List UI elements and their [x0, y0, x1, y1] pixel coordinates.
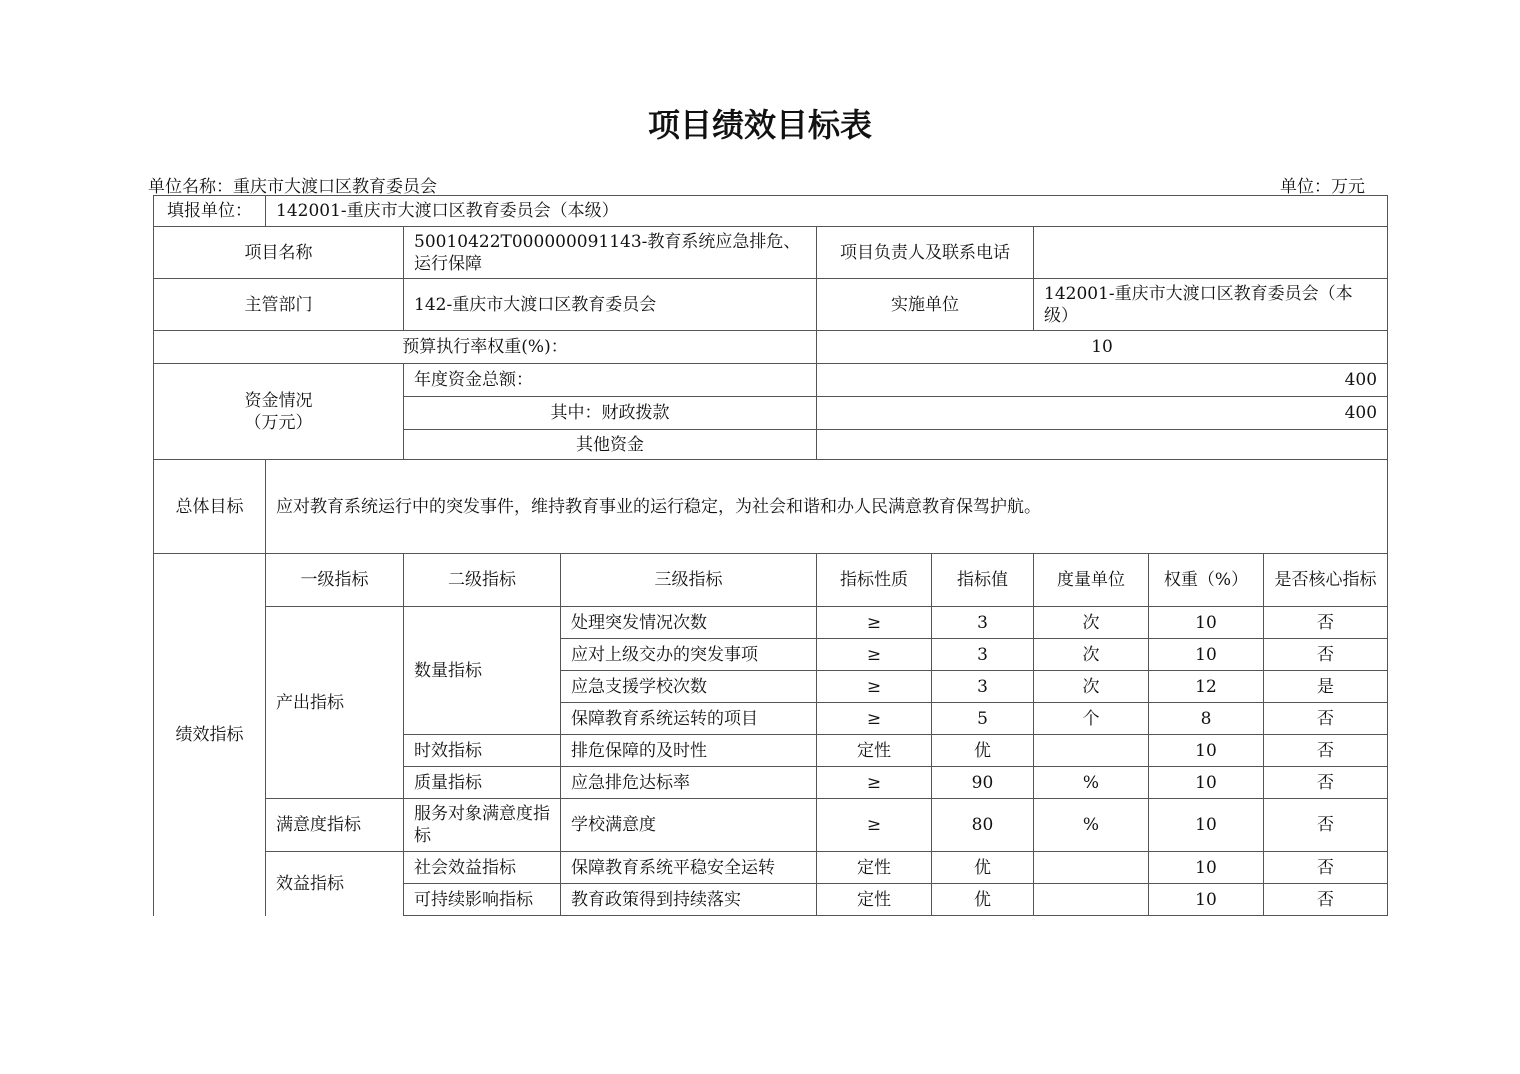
level2-social-benefit: 社会效益指标	[404, 852, 561, 884]
row-core: 否	[1264, 735, 1388, 767]
row-weight: 8	[1149, 703, 1264, 735]
other-label: 其他资金	[404, 430, 817, 460]
row-l3: 应急排危达标率	[561, 767, 817, 799]
currency-unit: 单位：万元	[1280, 177, 1365, 197]
row-weight: 10	[1149, 884, 1264, 916]
row-value: 90	[932, 767, 1034, 799]
project-row	[154, 227, 1388, 279]
row-l3: 保障教育系统平稳安全运转	[561, 852, 817, 884]
dept-row	[154, 279, 1388, 331]
perf-label: 绩效指标	[154, 554, 266, 916]
fiscal-value: 400	[817, 397, 1388, 430]
row-nature: 定性	[817, 852, 932, 884]
impl-value: 142001-重庆市大渡口区教育委员会（本级）	[1034, 279, 1388, 331]
goal-value: 应对教育系统运行中的突发事件，维持教育事业的运行稳定，为社会和谐和办人民满意教育保驾护航。	[266, 460, 1388, 554]
indicator-header-row	[154, 554, 1388, 607]
other-value	[817, 430, 1388, 460]
performance-table	[153, 195, 1388, 916]
project-name-label: 项目名称	[154, 227, 404, 279]
fiscal-label: 其中：财政拨款	[404, 397, 817, 430]
row-nature: ≥	[817, 799, 932, 852]
row-l3: 排危保障的及时性	[561, 735, 817, 767]
budget-rate-label: 预算执行率权重(%)：	[154, 331, 817, 364]
level2-timeliness: 时效指标	[404, 735, 561, 767]
page-title: 项目绩效目标表	[647, 106, 872, 144]
row-value: 3	[932, 607, 1034, 639]
row-l3: 处理突发情况次数	[561, 607, 817, 639]
row-weight: 10	[1149, 852, 1264, 884]
goal-label: 总体目标	[154, 460, 266, 554]
row-nature: ≥	[817, 639, 932, 671]
row-l3: 应急支援学校次数	[561, 671, 817, 703]
row-nature: ≥	[817, 703, 932, 735]
row-value: 优	[932, 884, 1034, 916]
budget-rate-value: 10	[817, 331, 1388, 364]
unit-name: 单位名称：重庆市大渡口区教育委员会	[148, 177, 437, 197]
row-value: 3	[932, 639, 1034, 671]
row-weight: 10	[1149, 735, 1264, 767]
funds-label-cell	[154, 364, 404, 460]
level2-service-satisfaction: 服务对象满意度指标	[404, 799, 561, 852]
level2-sustainability: 可持续影响指标	[404, 884, 561, 916]
row-nature: ≥	[817, 607, 932, 639]
dept-label: 主管部门	[154, 279, 404, 331]
annual-total-value: 400	[817, 364, 1388, 397]
row-weight: 10	[1149, 767, 1264, 799]
row-unit: 次	[1034, 639, 1149, 671]
row-core: 否	[1264, 639, 1388, 671]
project-leader-label: 项目负责人及联系电话	[817, 227, 1034, 279]
level1-output: 产出指标	[266, 607, 404, 799]
row-unit: 次	[1034, 671, 1149, 703]
row-nature: 定性	[817, 735, 932, 767]
budget-rate-row	[154, 331, 1388, 364]
table-row	[154, 799, 1388, 852]
row-unit: 个	[1034, 703, 1149, 735]
row-unit	[1034, 884, 1149, 916]
row-core: 是	[1264, 671, 1388, 703]
row-unit: %	[1034, 767, 1149, 799]
row-weight: 10	[1149, 799, 1264, 852]
header-value: 指标值	[932, 554, 1034, 607]
row-core: 否	[1264, 799, 1388, 852]
row-value: 优	[932, 852, 1034, 884]
row-l3: 应对上级交办的突发事项	[561, 639, 817, 671]
level1-satisfaction: 满意度指标	[266, 799, 404, 852]
row-unit: %	[1034, 799, 1149, 852]
reporting-unit-row	[154, 196, 1388, 227]
row-core: 否	[1264, 852, 1388, 884]
row-weight: 10	[1149, 607, 1264, 639]
funds-unit: （万元）	[244, 412, 313, 433]
row-nature: 定性	[817, 884, 932, 916]
level2-quality: 质量指标	[404, 767, 561, 799]
dept-value: 142-重庆市大渡口区教育委员会	[404, 279, 817, 331]
row-value: 80	[932, 799, 1034, 852]
row-value: 5	[932, 703, 1034, 735]
row-unit: 次	[1034, 607, 1149, 639]
row-l3: 教育政策得到持续落实	[561, 884, 817, 916]
reporting-unit-value: 142001-重庆市大渡口区教育委员会（本级）	[266, 196, 1388, 227]
row-l3: 学校满意度	[561, 799, 817, 852]
funds-label: 资金情况	[244, 390, 313, 411]
header-nature: 指标性质	[817, 554, 932, 607]
row-core: 否	[1264, 767, 1388, 799]
row-core: 否	[1264, 703, 1388, 735]
header-level1: 一级指标	[266, 554, 404, 607]
goal-row	[154, 460, 1388, 554]
header-core: 是否核心指标	[1264, 554, 1388, 607]
row-core: 否	[1264, 607, 1388, 639]
row-weight: 12	[1149, 671, 1264, 703]
header-level2: 二级指标	[404, 554, 561, 607]
row-core: 否	[1264, 884, 1388, 916]
row-nature: ≥	[817, 767, 932, 799]
header-unit: 度量单位	[1034, 554, 1149, 607]
table-row	[154, 607, 1388, 639]
header-weight: 权重（%）	[1149, 554, 1264, 607]
table-row	[154, 852, 1388, 884]
project-leader-value	[1034, 227, 1388, 279]
row-nature: ≥	[817, 671, 932, 703]
annual-total-label: 年度资金总额：	[404, 364, 817, 397]
row-l3: 保障教育系统运转的项目	[561, 703, 817, 735]
level2-quantity: 数量指标	[404, 607, 561, 735]
project-name-value: 50010422T000000091143-教育系统应急排危、运行保障	[404, 227, 817, 279]
header-level3: 三级指标	[561, 554, 817, 607]
row-value: 3	[932, 671, 1034, 703]
annual-total-row	[154, 364, 1388, 397]
reporting-unit-label: 填报单位：	[154, 196, 266, 227]
row-weight: 10	[1149, 639, 1264, 671]
row-value: 优	[932, 735, 1034, 767]
row-unit	[1034, 735, 1149, 767]
impl-label: 实施单位	[817, 279, 1034, 331]
row-unit	[1034, 852, 1149, 884]
level1-benefit: 效益指标	[266, 852, 404, 916]
